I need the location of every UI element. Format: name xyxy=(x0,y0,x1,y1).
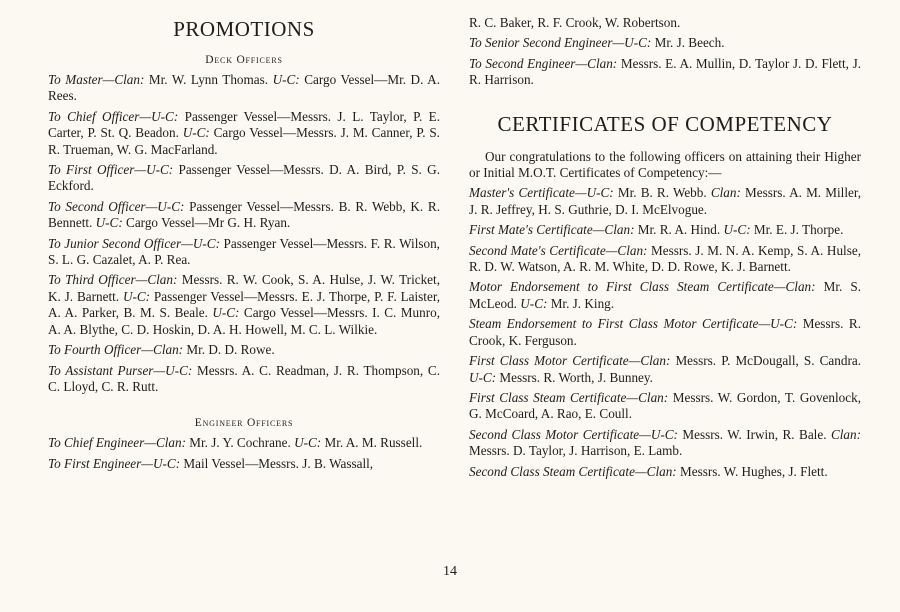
entry-text: Messrs. P. McDougall, S. Candra. xyxy=(670,353,861,369)
entry-paragraph xyxy=(469,427,861,460)
entry-label: To Junior Second Officer—U-C: xyxy=(48,235,220,251)
entry-label: First Class Motor Certificate—Clan: xyxy=(469,353,671,369)
entry-paragraph xyxy=(469,15,861,31)
entry-paragraph xyxy=(469,279,861,312)
entry-text: Messrs. R. Worth, J. Bunney. xyxy=(496,369,653,385)
entry-label: Second Mate's Certificate—Clan: xyxy=(469,242,648,258)
entry-label: U-C: xyxy=(294,435,322,451)
entry-text: Mr. J. Beech. xyxy=(651,35,725,51)
entry-text: Messrs. A. M. Miller, J. R. Jeffrey, H. S. Guthrie, D. I. McElvogue. xyxy=(469,185,861,217)
entry-text: Mail Vessel—Messrs. J. B. Wassall, xyxy=(180,455,374,471)
entry-label: To Senior Second Engineer—U-C: xyxy=(469,35,652,51)
entry-paragraph xyxy=(48,435,440,451)
entry-label: U-C: xyxy=(723,222,751,238)
engineer-officers-list xyxy=(48,435,440,472)
entry-label: Motor Endorsement to First Class Steam Certificate—Clan: xyxy=(469,279,816,295)
entry-text: Messrs. W. Hughes, J. Flett. xyxy=(676,463,828,479)
entry-text: Cargo Vessel—Messrs. I. C. Munro, A. A. Blythe, C. D. Hoskin, D. A. H. Howell, M. C. L. Wilkie. xyxy=(48,305,440,337)
entry-label: To First Officer—U-C: xyxy=(48,162,174,178)
entry-text: Messrs. E. A. Mullin, D. Taylor J. D. Flett, J. R. Harrison. xyxy=(469,55,862,88)
entry-label: To Chief Engineer—Clan: xyxy=(48,435,186,451)
entry-paragraph xyxy=(48,342,440,358)
entry-label: First Mate's Certificate—Clan: xyxy=(469,222,635,238)
entry-label: U-C: xyxy=(520,295,548,311)
entry-label: To First Engineer—U-C: xyxy=(48,455,181,471)
entry-label: Steam Endorsement to First Class Motor Certificate—U-C: xyxy=(469,316,798,332)
entry-paragraph xyxy=(48,363,440,396)
entry-text: R. C. Baker, R. F. Crook, W. Robertson. xyxy=(469,15,681,30)
entry-label: U-C: xyxy=(182,125,210,141)
entry-text: Passenger Vessel—Messrs. B. R. Webb, K. R. Bennett. xyxy=(48,198,440,231)
entry-text: Messrs. J. M. N. A. Kemp, S. A. Hulse, R. D. W. Watson, A. R. M. White, D. D. Rowe, K. J. Barnett. xyxy=(469,242,861,275)
certificates-heading: CERTIFICATES OF COMPETENCY xyxy=(497,111,833,136)
entry-paragraph xyxy=(48,272,440,338)
entry-label: Clan: xyxy=(710,185,741,201)
entry-label: U-C: xyxy=(95,215,123,231)
entry-text: Cargo Vessel—Mr. D. A. Rees. xyxy=(48,72,440,104)
entry-label: Master's Certificate—U-C: xyxy=(469,185,614,201)
entry-label: U-C: xyxy=(272,72,300,87)
entry-label: To Third Officer—Clan: xyxy=(48,272,178,288)
entry-text: Mr. D. D. Rowe. xyxy=(183,342,275,358)
entry-label: To Chief Officer—U-C: xyxy=(48,108,179,124)
entry-paragraph xyxy=(469,464,861,480)
entry-paragraph xyxy=(469,353,861,386)
entry-text: Cargo Vessel—Mr G. H. Ryan. xyxy=(122,215,291,231)
certificates-list xyxy=(469,185,861,480)
certificates-intro: Our congratulations to the following officers on attaining their Higher or Initial M.O.T. Certificates of Competency:— xyxy=(469,148,861,181)
entry-label: Clan: xyxy=(830,426,861,442)
entry-text: Mr. S. McLeod. xyxy=(469,279,861,311)
continued-engineer-list xyxy=(469,15,861,89)
entry-paragraph xyxy=(469,35,861,51)
deck-officers-list xyxy=(48,72,440,395)
entry-text: Mr. A. M. Russell. xyxy=(321,435,423,451)
entry-text: Passenger Vessel—Messrs. J. L. Taylor, P. E. Carter, P. St. Q. Beadon. xyxy=(48,108,440,141)
entry-label: U-C: xyxy=(212,305,240,321)
entry-text: Messrs. W. Irwin, R. Bale. xyxy=(677,426,831,442)
entry-paragraph xyxy=(469,185,861,218)
left-column xyxy=(48,0,440,476)
right-column xyxy=(469,0,861,484)
entry-paragraph xyxy=(469,56,861,89)
entry-text: Mr. J. Y. Cochrane. xyxy=(186,435,295,451)
entry-label: First Class Steam Certificate—Clan: xyxy=(469,389,669,405)
entry-paragraph xyxy=(48,236,440,269)
promotions-heading: PROMOTIONS xyxy=(173,17,315,41)
entry-label: To Master—Clan: xyxy=(48,72,145,87)
entry-text: Passenger Vessel—Messrs. D. A. Bird, P. S. G. Eckford. xyxy=(48,162,440,194)
entry-text: Mr. W. Lynn Thomas. xyxy=(144,72,273,87)
entry-text: Messrs. A. C. Readman, J. R. Thompson, C. C. Lloyd, C. R. Rutt. xyxy=(48,362,440,394)
entry-paragraph xyxy=(48,199,440,232)
entry-text: Mr. B. R. Webb. xyxy=(613,185,711,201)
entry-label: To Assistant Purser—U-C: xyxy=(48,362,193,378)
page-number: 14 xyxy=(443,564,457,579)
entry-paragraph xyxy=(469,243,861,276)
entry-paragraph xyxy=(48,72,440,105)
entry-paragraph xyxy=(48,109,440,158)
entry-paragraph xyxy=(469,390,861,423)
entry-paragraph xyxy=(48,456,440,472)
entry-text: Mr. J. King. xyxy=(547,295,615,311)
entry-label: Second Class Steam Certificate—Clan: xyxy=(469,463,677,479)
entry-label: U-C: xyxy=(122,288,151,304)
entry-text: Messrs. W. Gordon, T. Govenlock, G. McCoard, A. Rao, E. Coull. xyxy=(469,389,862,422)
entry-label: Second Class Motor Certificate—U-C: xyxy=(469,426,678,442)
entry-text: Messrs. R. Crook, K. Ferguson. xyxy=(469,316,861,348)
entry-text: Passenger Vessel—Messrs. F. R. Wilson, S. L. G. Cazalet, A. P. Rea. xyxy=(48,235,440,268)
entry-text: Mr. R. A. Hind. xyxy=(634,222,724,238)
entry-paragraph xyxy=(48,162,440,195)
entry-text: Cargo Vessel—Messrs. J. M. Canner, P. S. R. Trueman, W. G. MacFarland. xyxy=(48,125,440,157)
engineer-officers-heading: Engineer Officers xyxy=(194,417,294,430)
entry-label: To Second Engineer—Clan: xyxy=(469,55,618,71)
deck-officers-heading: Deck Officers xyxy=(205,54,283,66)
entry-label: To Fourth Officer—Clan: xyxy=(48,342,184,358)
entry-text: Mr. E. J. Thorpe. xyxy=(750,222,844,238)
entry-text: Messrs. R. W. Cook, S. A. Hulse, J. W. Tricket, K. J. Barnett. xyxy=(48,272,440,304)
entry-text: Passenger Vessel—Messrs. E. J. Thorpe, P. F. Laister, A. A. Parker, B. M. S. Beale. xyxy=(48,288,440,321)
entry-label: U-C: xyxy=(469,369,497,385)
entry-paragraph xyxy=(469,222,861,238)
entry-label: To Second Officer—U-C: xyxy=(48,198,185,214)
entry-paragraph xyxy=(469,316,861,349)
entry-text: Messrs. D. Taylor, J. Harrison, E. Lamb. xyxy=(469,443,683,459)
